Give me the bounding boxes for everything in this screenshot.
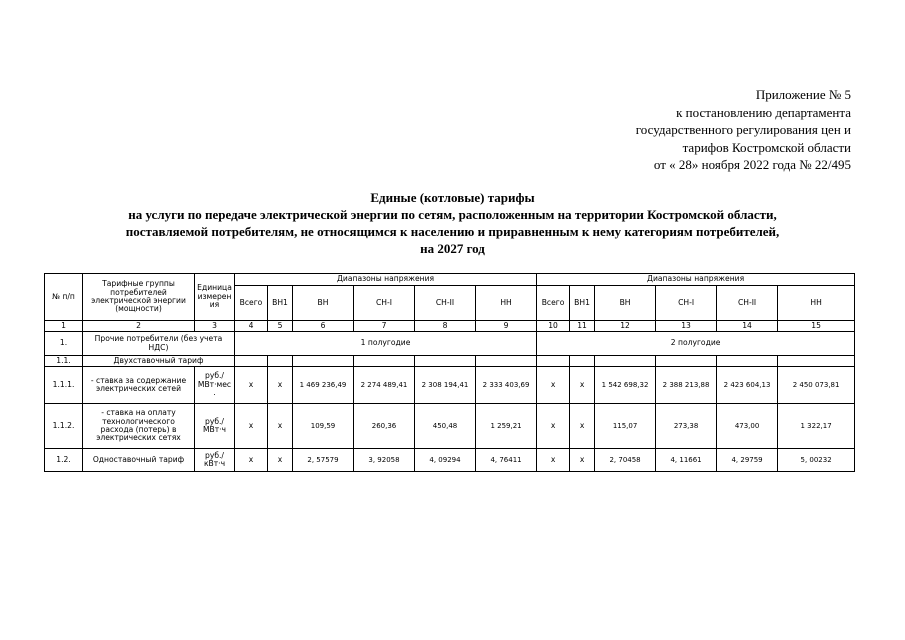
value-cell: 273,38 (656, 404, 717, 449)
empty-cell (656, 356, 717, 367)
value-cell: х (268, 449, 293, 472)
appendix-line-2: к постановлению департамента (676, 104, 851, 120)
title-line-4: на 2027 год (420, 241, 485, 256)
row-unit: руб./ кВт·ч (195, 449, 235, 472)
table-row (45, 449, 855, 472)
row-unit: руб./ МВт·ч (195, 404, 235, 449)
level-header: ВН1 (268, 286, 293, 321)
value-cell: 2, 70458 (595, 449, 656, 472)
row-num: 1.1. (45, 356, 83, 367)
value-cell: х (268, 404, 293, 449)
header-ranges-h2: Диапазоны напряжения (537, 274, 855, 286)
column-number: 5 (268, 321, 293, 332)
empty-cell (717, 356, 778, 367)
value-cell: х (537, 367, 570, 404)
empty-cell (570, 356, 595, 367)
column-number: 6 (293, 321, 354, 332)
empty-cell (476, 356, 537, 367)
row-name: Двухставочный тариф (83, 356, 235, 367)
title-line-1: Единые (котловые) тарифы (370, 190, 535, 205)
value-cell: 2 450 073,81 (778, 367, 855, 404)
value-cell: 109,59 (293, 404, 354, 449)
row-name: - ставка за содержание электрических сетей (83, 367, 195, 404)
appendix-line-3: государственного регулирования цен и (635, 122, 851, 137)
header-num: № п/п (45, 274, 83, 321)
level-header: СН-II (415, 286, 476, 321)
value-cell: 4, 29759 (717, 449, 778, 472)
half-year-2-label: 2 полугодие (537, 332, 855, 356)
header-unit: Единица измерения (195, 274, 235, 321)
column-number: 8 (415, 321, 476, 332)
column-number: 3 (195, 321, 235, 332)
level-header: СН-II (717, 286, 778, 321)
empty-cell (778, 356, 855, 367)
table-row (45, 332, 855, 356)
empty-cell (354, 356, 415, 367)
value-cell: 473,00 (717, 404, 778, 449)
row-num: 1.2. (45, 449, 83, 472)
appendix-line-1: Приложение № 5 (755, 87, 851, 102)
header-row (45, 274, 855, 286)
row-num: 1.1.2. (45, 404, 83, 449)
value-cell: х (235, 449, 268, 472)
value-cell: 3, 92058 (354, 449, 415, 472)
value-cell: х (537, 449, 570, 472)
value-cell: 2 308 194,41 (415, 367, 476, 404)
value-cell: 1 322,17 (778, 404, 855, 449)
title-line-3: поставляемой потребителям, не относящимся к населению и приравненным к нему категориям потребителей, (125, 224, 780, 239)
row-name: Одноставочный тариф (83, 449, 195, 472)
column-number: 11 (570, 321, 595, 332)
level-header: НН (778, 286, 855, 321)
level-header: ВН1 (570, 286, 595, 321)
value-cell: 2, 57579 (293, 449, 354, 472)
value-cell: 1 542 698,32 (595, 367, 656, 404)
level-header: ВН (293, 286, 354, 321)
value-cell: 1 469 236,49 (293, 367, 354, 404)
column-number: 1 (45, 321, 83, 332)
empty-cell (268, 356, 293, 367)
level-header: НН (476, 286, 537, 321)
column-number: 15 (778, 321, 855, 332)
value-cell: х (537, 404, 570, 449)
value-cell: 5, 00232 (778, 449, 855, 472)
column-number: 2 (83, 321, 195, 332)
tariffs-table (44, 273, 855, 472)
row-name: Прочие потребители (без учета НДС) (83, 332, 235, 356)
column-number-row (45, 321, 855, 332)
value-cell: 1 259,21 (476, 404, 537, 449)
value-cell: х (570, 404, 595, 449)
row-name: - ставка на оплату технологического расхода (потерь) в электрических сетях (83, 404, 195, 449)
value-cell: х (570, 367, 595, 404)
column-number: 10 (537, 321, 570, 332)
value-cell: х (235, 367, 268, 404)
column-number: 7 (354, 321, 415, 332)
row-num: 1. (45, 332, 83, 356)
value-cell: 2 388 213,88 (656, 367, 717, 404)
value-cell: 115,07 (595, 404, 656, 449)
level-header: Всего (235, 286, 268, 321)
empty-cell (293, 356, 354, 367)
column-number: 14 (717, 321, 778, 332)
column-number: 12 (595, 321, 656, 332)
value-cell: х (235, 404, 268, 449)
level-header: ВН (595, 286, 656, 321)
value-cell: х (268, 367, 293, 404)
empty-cell (235, 356, 268, 367)
column-number: 13 (656, 321, 717, 332)
title-line-2: на услуги по передаче электрической энергии по сетям, расположенным на территории Костромской области, (128, 207, 777, 222)
row-unit: руб./ МВт·мес. (195, 367, 235, 404)
document-title (0, 189, 905, 257)
value-cell: 4, 09294 (415, 449, 476, 472)
appendix-block (636, 86, 851, 174)
empty-cell (595, 356, 656, 367)
table-row (45, 404, 855, 449)
value-cell: 4, 76411 (476, 449, 537, 472)
value-cell: 450,48 (415, 404, 476, 449)
table-row (45, 367, 855, 404)
appendix-line-4: тарифов Костромской области (682, 139, 851, 155)
value-cell: 2 423 604,13 (717, 367, 778, 404)
level-header: СН-I (354, 286, 415, 321)
empty-cell (537, 356, 570, 367)
appendix-line-5: от « 28» ноября 2022 года № 22/495 (653, 157, 851, 172)
header-ranges-h1: Диапазоны напряжения (235, 274, 537, 286)
table-row (45, 356, 855, 367)
level-header: СН-I (656, 286, 717, 321)
row-num: 1.1.1. (45, 367, 83, 404)
half-year-1-label: 1 полугодие (235, 332, 537, 356)
empty-cell (415, 356, 476, 367)
column-number: 9 (476, 321, 537, 332)
value-cell: 2 274 489,41 (354, 367, 415, 404)
header-groups: Тарифные группы потребителей электрической энергии (мощности) (83, 274, 195, 321)
level-header: Всего (537, 286, 570, 321)
value-cell: х (570, 449, 595, 472)
value-cell: 4, 11661 (656, 449, 717, 472)
value-cell: 260,36 (354, 404, 415, 449)
value-cell: 2 333 403,69 (476, 367, 537, 404)
column-number: 4 (235, 321, 268, 332)
